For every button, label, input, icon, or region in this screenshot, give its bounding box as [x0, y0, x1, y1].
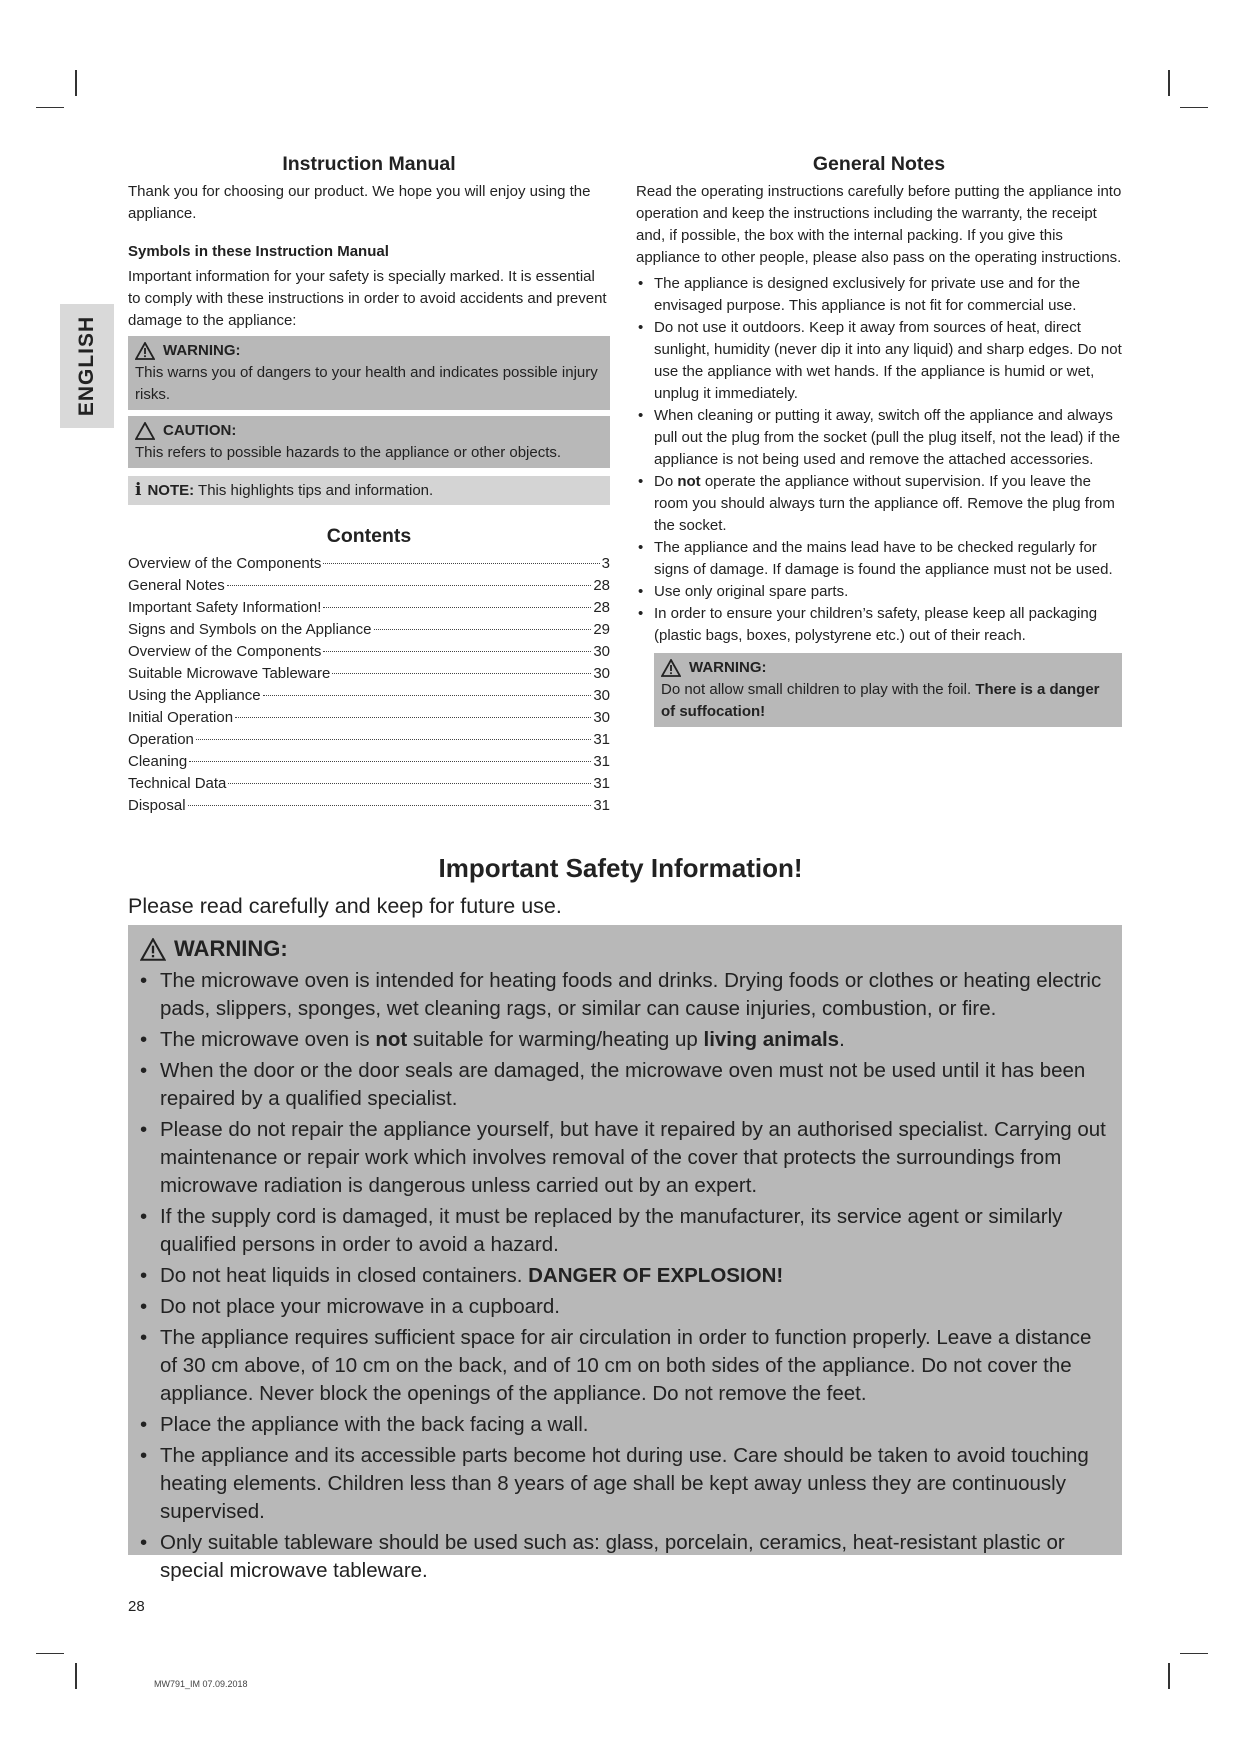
warning-triangle-icon [135, 342, 155, 360]
general-notes-list [636, 273, 1122, 647]
toc-page: 30 [593, 687, 610, 704]
toc-label: Signs and Symbols on the Appliance [128, 621, 372, 638]
toc-leader [227, 585, 592, 586]
toc-label: Technical Data [128, 775, 227, 792]
warning-text: This warns you of dangers to your health and indicates possible injury risks. [135, 364, 598, 403]
toc-row [128, 707, 610, 729]
note-label: NOTE: [147, 482, 195, 499]
toc-leader [196, 739, 591, 740]
list-item: • The appliance and its accessible parts become hot during use. Care should be taken to avoid touching heating elements. Children less than 8 years of age shall be kept away unless they are continuously supervised. [134, 1442, 1112, 1526]
toc-leader [228, 783, 591, 784]
list-item: • The appliance and the mains lead have to be checked regularly for signs of damage. If damage is found the appliance must not be used. [636, 537, 1122, 581]
toc-label: General Notes [128, 577, 225, 594]
toc-page: 30 [593, 643, 610, 660]
crop-mark [75, 70, 77, 96]
info-icon: i [135, 480, 142, 500]
foil-warning-box [654, 653, 1122, 727]
toc-page: 30 [593, 665, 610, 682]
foil-warning-bold: There is a danger of suffocation! [661, 681, 1100, 720]
contents-title: Contents [326, 525, 412, 547]
foil-warning-text: Do not allow small children to play with the foil. [661, 681, 976, 698]
toc-page: 31 [593, 753, 610, 770]
toc-row [128, 641, 610, 663]
table-of-contents [128, 553, 610, 817]
left-column [128, 153, 610, 817]
safety-warning-label: WARNING: [174, 936, 288, 961]
caution-text: This refers to possible hazards to the appliance or other objects. [135, 444, 562, 461]
toc-row [128, 751, 610, 773]
list-item: • When cleaning or putting it away, switch off the appliance and always pull out the plug from the socket (pull the plug itself, not the lead) if the appliance is not being used and remove the attached accessories. [636, 405, 1122, 471]
list-item: • The microwave oven is intended for heating foods and drinks. Drying foods or clothes or heating electric pads, slippers, sponges, wet cleaning rags, or similar can cause injuries, combustion, or fire. [134, 967, 1112, 1023]
safety-title: Important Safety Information! [438, 853, 803, 883]
list-item: • The appliance is designed exclusively for private use and for the envisaged purpose. This appliance is not fit for commercial use. [636, 273, 1122, 317]
intro-text: Thank you for choosing our product. We hope you will enjoy using the appliance. [128, 183, 591, 222]
toc-label: Operation [128, 731, 194, 748]
list-item: • Please do not repair the appliance yourself, but have it repaired by an authorised specialist. Carrying out maintenance or repair work which involves removal of the cover that protects the surroundings from microwave radiation is dangerous unless carried out by an expert. [134, 1116, 1112, 1200]
symbols-text: Important information for your safety is specially marked. It is essential to comply with these instructions in order to avoid accidents and prevent damage to the appliance: [128, 268, 607, 329]
page-number: 28 [128, 1598, 145, 1615]
toc-label: Using the Appliance [128, 687, 261, 704]
crop-mark [75, 1663, 77, 1689]
toc-label: Important Safety Information! [128, 599, 322, 616]
list-item: • When the door or the door seals are damaged, the microwave oven must not be used until it has been repaired by a qualified specialist. [134, 1057, 1112, 1113]
list-item: • Do not use it outdoors. Keep it away from sources of heat, direct sunlight, humidity (never dip it into any liquid) and sharp edges. Do not use the appliance with wet hands. If the appliance is humid or wet, unplug it immediately. [636, 317, 1122, 405]
safety-list [134, 967, 1112, 1585]
crop-mark [36, 1653, 64, 1654]
note-text: This highlights tips and information. [198, 482, 434, 499]
caution-box [128, 416, 610, 468]
list-item: • Place the appliance with the back facing a wall. [134, 1411, 1112, 1439]
toc-row [128, 575, 610, 597]
toc-leader [332, 673, 591, 674]
toc-page: 31 [593, 797, 610, 814]
toc-label: Suitable Microwave Tableware [128, 665, 331, 682]
note-box [128, 476, 610, 505]
symbols-heading: Symbols in these Instruction Manual [128, 243, 389, 260]
caution-label: CAUTION: [163, 422, 237, 439]
toc-leader [374, 629, 592, 630]
language-tab [60, 304, 114, 428]
toc-page: 31 [593, 731, 610, 748]
crop-mark [1168, 70, 1170, 96]
list-item: • If the supply cord is damaged, it must be replaced by the manufacturer, its service agent or similarly qualified persons in order to avoid a hazard. [134, 1203, 1112, 1259]
list-item: • Do not place your microwave in a cupboard. [134, 1293, 1112, 1321]
general-notes-intro: Read the operating instructions carefully before putting the appliance into operation and keep the instructions including the warranty, the receipt and, if possible, the box with the internal packing. If you give this appliance to other people, please also pass on the operating instructions. [636, 183, 1122, 266]
list-item: • Do not heat liquids in closed containers. DANGER OF EXPLOSION! [134, 1262, 1112, 1290]
caution-triangle-icon [135, 422, 155, 440]
toc-leader [189, 761, 591, 762]
toc-row [128, 619, 610, 641]
toc-row [128, 773, 610, 795]
toc-label: Disposal [128, 797, 186, 814]
crop-mark [1180, 107, 1208, 108]
list-item: • In order to ensure your children’s safety, please keep all packaging (plastic bags, boxes, polystyrene etc.) out of their reach. [636, 603, 1122, 647]
toc-row [128, 663, 610, 685]
list-item: • The microwave oven is not suitable for warming/heating up living animals. [134, 1026, 1112, 1054]
language-tab-label: ENGLISH [75, 315, 98, 417]
general-notes-title: General Notes [812, 153, 946, 175]
toc-leader [188, 805, 592, 806]
toc-label: Cleaning [128, 753, 188, 770]
toc-label: Overview of the Components [128, 643, 322, 660]
list-item: • Do not operate the appliance without supervision. If you leave the room you should always turn the appliance off. Remove the plug from the socket. [636, 471, 1122, 537]
right-column [636, 153, 1122, 727]
warning-triangle-icon [140, 938, 166, 961]
warning-triangle-icon [661, 659, 681, 677]
safety-warning-box [128, 925, 1122, 1582]
warning-label: WARNING: [689, 659, 767, 676]
toc-row [128, 729, 610, 751]
toc-row [128, 685, 610, 707]
toc-label: Overview of the Components [128, 555, 322, 572]
footer-code: MW791_IM 07.09.2018 [154, 1679, 248, 1689]
crop-mark [36, 107, 64, 108]
toc-page: 29 [593, 621, 610, 638]
toc-row [128, 553, 610, 575]
crop-mark [1180, 1653, 1208, 1654]
list-item: • Only suitable tableware should be used such as: glass, porcelain, ceramics, heat-resistant plastic or special microwave tableware. [134, 1529, 1112, 1585]
toc-page: 31 [593, 775, 610, 792]
toc-leader [323, 651, 591, 652]
list-item: • The appliance requires sufficient space for air circulation in order to function properly. Leave a distance of 30 cm above, of 10 cm on the back, and of 10 cm on both sides of the appliance. Do not cover the appliance. Never block the openings of the appliance. Do not remove the feet. [134, 1324, 1112, 1408]
toc-page: 3 [601, 555, 610, 572]
warning-box [128, 336, 610, 410]
list-item: • Use only original spare parts. [636, 581, 1122, 603]
instruction-manual-title: Instruction Manual [282, 153, 456, 175]
toc-page: 28 [593, 577, 610, 594]
warning-label: WARNING: [163, 342, 241, 359]
toc-leader [263, 695, 592, 696]
toc-leader [235, 717, 591, 718]
toc-leader [323, 607, 591, 608]
toc-page: 30 [593, 709, 610, 726]
toc-label: Initial Operation [128, 709, 234, 726]
crop-mark [1168, 1663, 1170, 1689]
toc-row [128, 795, 610, 817]
toc-leader [323, 563, 599, 564]
toc-row [128, 597, 610, 619]
safety-subtitle: Please read carefully and keep for future use. [128, 894, 562, 918]
toc-page: 28 [593, 599, 610, 616]
